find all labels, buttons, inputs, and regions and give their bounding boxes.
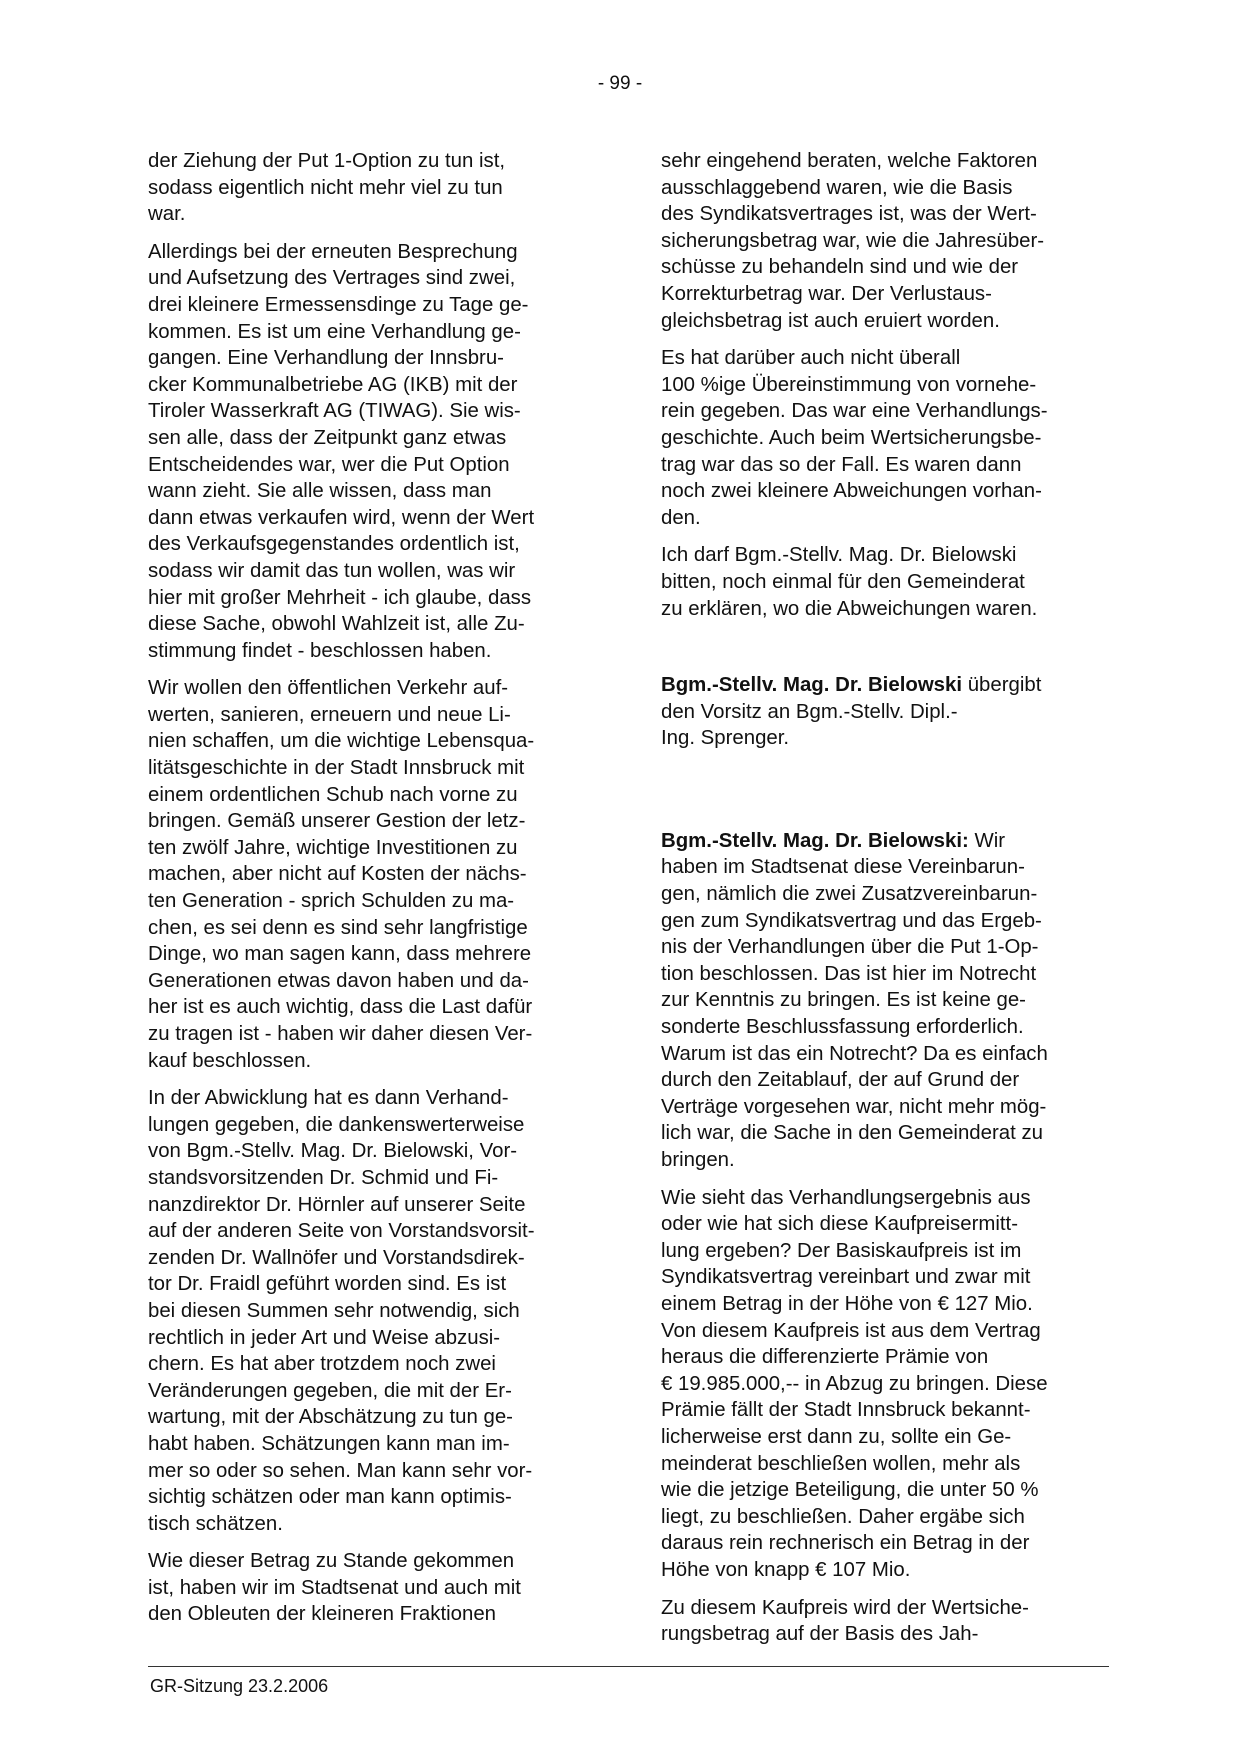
paragraph: der Ziehung der Put 1-Option zu tun ist, sodass eigentlich nicht mehr viel zu tun war.: [148, 150, 506, 226]
paragraph: sehr eingehend beraten, welche Faktoren ausschlaggebend waren, wie die Basis des Syndikatsvertrages ist, was der Wert- sicherungsbetrag war, wie die Jahresüber- schüsse zu behandeln sind und wie der Korrekturbetrag war. Der Verlustaus- gleichsbetrag ist auch eruiert worden.: [661, 150, 1045, 332]
speaker-note-paragraph: [661, 672, 1101, 752]
speech-paragraph: [661, 828, 1101, 1174]
footer-divider: [148, 1666, 1109, 1667]
paragraph: Zu diesem Kaufpreis wird der Wertsiche- rungsbetrag auf der Basis des Jah-: [661, 1596, 1029, 1646]
page-number: - 99 -: [597, 73, 643, 94]
right-column: [661, 148, 1101, 1659]
paragraph: Es hat darüber auch nicht überall 100 %ige Übereinstimmung von vornehe- rein gegeben. Das war eine Verhandlungs- geschichte. Auch beim Wertsicherungsbe- trag war das so der Fall. Es waren dann noch zwei kleinere Abweichungen vorhan- den.: [661, 347, 1048, 529]
paragraph: Wie sieht das Verhandlungsergebnis aus oder wie hat sich diese Kaufpreisermitt- lung ergeben? Der Basiskaufpreis ist im Syndikatsvertrag vereinbart und zwar mit einem Betrag in der Höhe von € 127 Mio. Von diesem Kaufpreis ist aus dem Vertrag heraus die differenzierte Prämie von € 19.985.000,-- in Abzug zu bringen. Diese Prämie fällt der Stadt Innsbruck bekannt- licherweise erst dann zu, sollte ein Ge- meinderat beschließen wollen, mehr als wie die jetzige Beteiligung, die unter 50 % liegt, zu beschließen. Daher ergäbe sich daraus rein rechnerisch ein Betrag in der Höhe von knapp € 107 Mio.: [661, 1186, 1048, 1581]
paragraph: Allerdings bei der erneuten Besprechung und Aufsetzung des Vertrages sind zwei, drei kleinere Ermessensdinge zu Tage ge- kommen. Es ist um eine Verhandlung ge- gangen. Eine Verhandlung der Innsbru- cker Kommunalbetriebe AG (IKB) mit der Tiroler Wasserkraft AG (TIWAG). Sie wis- sen alle, dass der Zeitpunkt ganz etwas Entscheidendes war, wer die Put Option wann zieht. Sie alle wissen, dass man dann etwas verkaufen wird, wenn der Wert des Verkaufsgegenstandes ordentlich ist, sodass wir damit das tun wollen, was wir hier mit großer Mehrheit - ich glaube, dass diese Sache, obwohl Wahlzeit ist, alle Zu- stimmung findet - beschlossen haben.: [148, 240, 535, 662]
speaker-name: Bgm.-Stellv. Mag. Dr. Bielowski:: [661, 829, 969, 852]
speech-text: Wir haben im Stadtsenat diese Vereinbarun- gen, nämlich die zwei Zusatzvereinbarun- gen zum Syndikatsvertrag und das Ergeb- nis der Verhandlungen über die Put 1-Op- tion beschlossen. Das ist hier im Notrecht zur Kenntnis zu bringen. Es ist keine ge- sonderte Beschlussfassung erforderlich. Warum ist das ein Notrecht? Da es einfach durch den Zeitablauf, der auf Grund der Verträge vorgesehen war, nicht mehr mög- lich war, die Sache in den Gemeinderat zu bringen.: [661, 829, 1048, 1171]
paragraph: Ich darf Bgm.-Stellv. Mag. Dr. Bielowski bitten, noch einmal für den Gemeinderat zu erklären, wo die Abweichungen waren.: [661, 544, 1038, 620]
left-column: [148, 148, 588, 1639]
paragraph: In der Abwicklung hat es dann Verhand- lungen gegeben, die dankenswerterweise von Bgm.-Stellv. Mag. Dr. Bielowski, Vor- standsvorsitzenden Dr. Schmid und Fi- nanzdirektor Dr. Hörnler auf unserer Seite auf der anderen Seite von Vorstandsvorsit- zenden Dr. Wallnöfer und Vorstandsdirek- tor Dr. Fraidl geführt worden sind. Es ist bei diesen Summen sehr notwendig, sich rechtlich in jeder Art und Weise abzusi- chern. Es hat aber trotzdem noch zwei Veränderungen gegeben, die mit der Er- wartung, mit der Abschätzung zu tun ge- habt haben. Schätzungen kann man im- mer so oder so sehen. Man kann sehr vor- sichtig schätzen oder man kann optimis- tisch schätzen.: [148, 1087, 535, 1535]
footer-session-label: GR-Sitzung 23.2.2006: [150, 1676, 329, 1696]
paragraph: Wie dieser Betrag zu Stande gekommen ist, haben wir im Stadtsenat und auch mit den Obleuten der kleineren Fraktionen: [148, 1550, 521, 1626]
paragraph: Wir wollen den öffentlichen Verkehr auf- werten, sanieren, erneuern und neue Li- nien schaffen, um die wichtige Lebensqua- litätsgeschichte in der Stadt Innsbruck mit einem ordentlichen Schub nach vorne zu bringen. Gemäß unserer Gestion der letz- ten zwölf Jahre, wichtige Investitionen zu machen, aber nicht auf Kosten der nächs- ten Generation - sprich Schulden zu ma- chen, es sei denn es sind sehr langfristige Dinge, wo man sagen kann, dass mehrere Generationen etwas davon haben und da- her ist es auch wichtig, dass die Last dafür zu tragen ist - haben wir daher diesen Ver- kauf beschlossen.: [148, 677, 535, 1072]
speaker-note-text: übergibt den Vorsitz an Bgm.-Stellv. Dipl.- Ing. Sprenger.: [661, 674, 1042, 750]
speaker-name: Bgm.-Stellv. Mag. Dr. Bielowski: [661, 674, 963, 697]
